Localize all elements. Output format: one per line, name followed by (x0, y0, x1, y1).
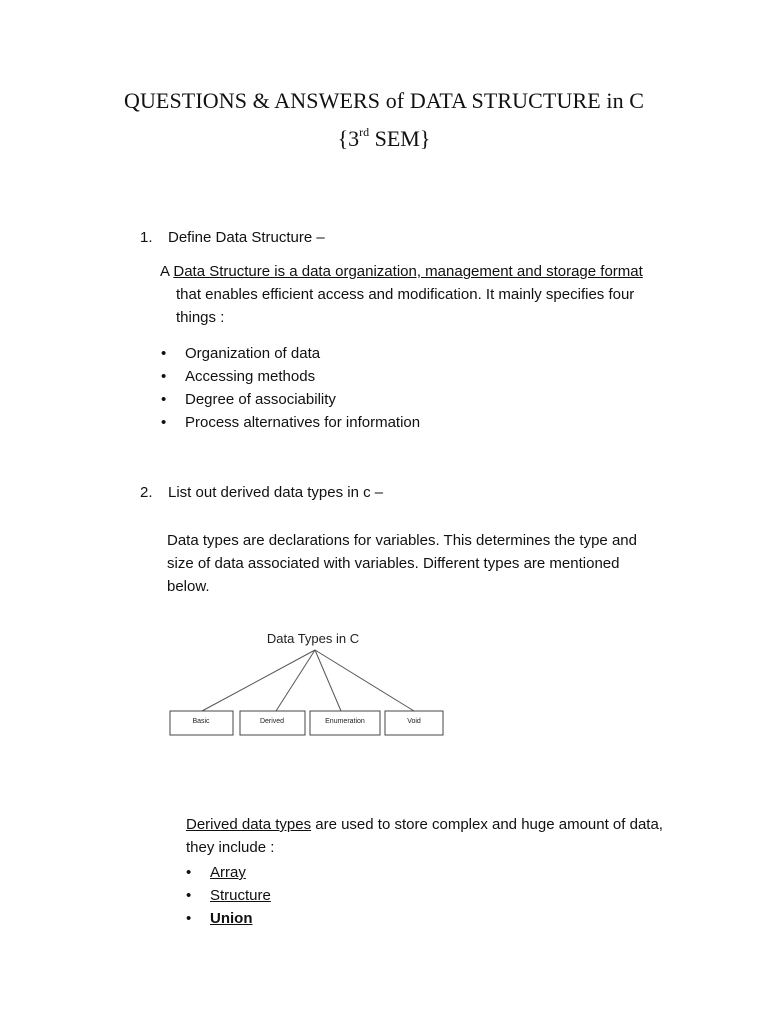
document-subtitle (0, 126, 768, 152)
bullet-icon: • (186, 864, 192, 881)
list-item-text: Array (210, 864, 246, 881)
diagram-root-label: Data Types in C (266, 631, 360, 646)
diagram-node-label: Derived (259, 718, 285, 725)
answer-1-prefix: A (160, 263, 174, 280)
derived-types-text: are used to store complex and huge amount of data, they include : (186, 816, 663, 856)
answer-1-rest: that enables efficient access and modification. It mainly specifies four things : (176, 286, 635, 326)
list-item-text: Degree of associability (185, 391, 336, 408)
diagram-connector (315, 650, 414, 711)
diagram-node-label: Basic (192, 718, 210, 725)
data-types-tree (165, 622, 450, 740)
list-item (186, 907, 271, 930)
question-1-answer (160, 260, 666, 329)
subtitle-close: SEM} (369, 126, 431, 151)
list-item-text: Structure (210, 887, 271, 904)
data-types-diagram (165, 622, 450, 740)
list-item-text: Process alternatives for information (185, 414, 421, 431)
bullet-icon: • (161, 414, 167, 431)
subtitle-superscript: rd (359, 124, 370, 139)
bullet-icon: • (186, 910, 192, 927)
list-item-text: Union (210, 910, 253, 927)
list-item (186, 884, 271, 907)
question-2-text: List out derived data types in c – (168, 484, 384, 501)
bullet-icon: • (161, 368, 167, 385)
subtitle-open: {3 (337, 126, 360, 151)
question-2-answer: Data types are declarations for variables. This determines the type and size of data associated with variables. Different types are mentioned below. (167, 532, 637, 595)
diagram-connector (315, 650, 341, 711)
question-2-number: 2. (140, 484, 153, 501)
derived-types-term: Derived data types (186, 816, 312, 833)
question-2-heading (140, 484, 383, 501)
diagram-node-label: Void (407, 718, 421, 725)
answer-1-underlined: Data Structure is a data organization, management and storage format (173, 263, 643, 280)
bullet-icon: • (186, 887, 192, 904)
diagram-node-label: Enumeration (325, 718, 365, 725)
question-1-number: 1. (140, 229, 153, 246)
derived-types-list (186, 861, 271, 930)
bullet-icon: • (161, 391, 167, 408)
list-item (161, 411, 420, 434)
list-item (186, 861, 271, 884)
question-1-bullet-list (161, 342, 420, 434)
question-1-heading (140, 229, 325, 246)
list-item-text: Organization of data (185, 345, 321, 362)
diagram-connector (276, 650, 315, 711)
list-item (161, 342, 420, 365)
bullet-icon: • (161, 345, 167, 362)
derived-types-intro (186, 813, 686, 859)
question-1-text: Define Data Structure – (168, 229, 325, 246)
diagram-connector (202, 650, 315, 711)
document-title: QUESTIONS & ANSWERS of DATA STRUCTURE in C (123, 88, 645, 113)
list-item (161, 388, 420, 411)
list-item-text: Accessing methods (185, 368, 316, 385)
list-item (161, 365, 420, 388)
